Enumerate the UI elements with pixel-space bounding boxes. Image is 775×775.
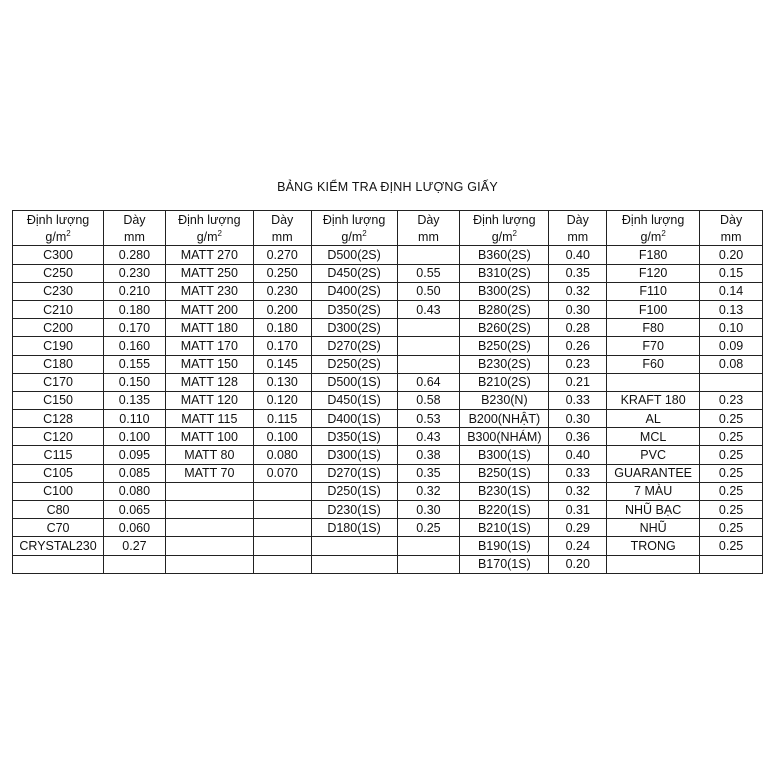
- cell-thickness: 0.33: [549, 391, 607, 409]
- cell-grade: C70: [13, 519, 104, 537]
- cell-thickness: 0.120: [253, 391, 311, 409]
- cell-thickness: 0.170: [253, 337, 311, 355]
- cell-grade: MATT 200: [165, 300, 253, 318]
- cell-thickness: 0.25: [700, 482, 763, 500]
- cell-grade: C115: [13, 446, 104, 464]
- cell-grade: D400(1S): [311, 410, 397, 428]
- unit-thickness: mm: [397, 228, 460, 246]
- header-thickness: Dày: [700, 211, 763, 229]
- cell-thickness: 0.180: [104, 300, 166, 318]
- cell-thickness: 0.200: [253, 300, 311, 318]
- table-row: [13, 300, 763, 318]
- cell-thickness: 0.100: [253, 428, 311, 446]
- cell-grade: D500(2S): [311, 246, 397, 264]
- cell-thickness: 0.43: [397, 428, 460, 446]
- cell-thickness: 0.21: [549, 373, 607, 391]
- cell-grade: CRYSTAL230: [13, 537, 104, 555]
- cell-thickness: [253, 555, 311, 573]
- header-weight: Định lượng: [311, 211, 397, 229]
- unit-weight: [165, 228, 253, 246]
- cell-grade: C105: [13, 464, 104, 482]
- cell-thickness: 0.130: [253, 373, 311, 391]
- cell-thickness: 0.13: [700, 300, 763, 318]
- cell-grade: C150: [13, 391, 104, 409]
- cell-grade: C120: [13, 428, 104, 446]
- cell-thickness: 0.25: [700, 519, 763, 537]
- table-row: [13, 264, 763, 282]
- table-row: [13, 428, 763, 446]
- cell-grade: PVC: [607, 446, 700, 464]
- header-weight: Định lượng: [13, 211, 104, 229]
- cell-thickness: 0.25: [700, 428, 763, 446]
- cell-thickness: 0.210: [104, 282, 166, 300]
- header-weight: Định lượng: [165, 211, 253, 229]
- cell-grade: D270(1S): [311, 464, 397, 482]
- unit-weight-sup: 2: [66, 228, 71, 238]
- cell-thickness: [104, 555, 166, 573]
- cell-grade: NHŨ: [607, 519, 700, 537]
- table-title: BẢNG KIỂM TRA ĐỊNH LƯỢNG GIẤY: [277, 180, 498, 194]
- unit-weight-text: g/m: [640, 229, 662, 244]
- cell-grade: D500(1S): [311, 373, 397, 391]
- cell-grade: B220(1S): [460, 501, 549, 519]
- cell-thickness: 0.14: [700, 282, 763, 300]
- cell-thickness: 0.30: [549, 410, 607, 428]
- cell-grade: MATT 180: [165, 319, 253, 337]
- table-row: [13, 246, 763, 264]
- cell-thickness: 0.160: [104, 337, 166, 355]
- cell-thickness: 0.30: [549, 300, 607, 318]
- cell-grade: B170(1S): [460, 555, 549, 573]
- cell-thickness: 0.40: [549, 446, 607, 464]
- cell-thickness: [397, 246, 460, 264]
- cell-thickness: 0.080: [104, 482, 166, 500]
- cell-thickness: [397, 355, 460, 373]
- cell-thickness: 0.280: [104, 246, 166, 264]
- cell-grade: MATT 100: [165, 428, 253, 446]
- cell-grade: F110: [607, 282, 700, 300]
- cell-grade: B360(2S): [460, 246, 549, 264]
- cell-grade: C250: [13, 264, 104, 282]
- cell-thickness: 0.25: [700, 410, 763, 428]
- cell-thickness: 0.27: [104, 537, 166, 555]
- cell-thickness: 0.15: [700, 264, 763, 282]
- cell-thickness: [397, 319, 460, 337]
- cell-grade: C300: [13, 246, 104, 264]
- cell-thickness: 0.080: [253, 446, 311, 464]
- unit-weight-sup: 2: [661, 228, 666, 238]
- cell-grade: [311, 537, 397, 555]
- cell-grade: C190: [13, 337, 104, 355]
- cell-grade: D250(2S): [311, 355, 397, 373]
- cell-grade: TRONG: [607, 537, 700, 555]
- cell-grade: MATT 115: [165, 410, 253, 428]
- cell-grade: D450(1S): [311, 391, 397, 409]
- unit-weight-sup: 2: [217, 228, 222, 238]
- unit-thickness: mm: [104, 228, 166, 246]
- cell-thickness: 0.20: [700, 246, 763, 264]
- cell-grade: D450(2S): [311, 264, 397, 282]
- cell-thickness: 0.155: [104, 355, 166, 373]
- table-row: [13, 355, 763, 373]
- cell-grade: [607, 373, 700, 391]
- cell-grade: D300(2S): [311, 319, 397, 337]
- cell-thickness: 0.24: [549, 537, 607, 555]
- cell-grade: F100: [607, 300, 700, 318]
- header-thickness: Dày: [549, 211, 607, 229]
- cell-thickness: 0.53: [397, 410, 460, 428]
- cell-thickness: 0.115: [253, 410, 311, 428]
- cell-thickness: 0.270: [253, 246, 311, 264]
- cell-grade: C210: [13, 300, 104, 318]
- cell-grade: B260(2S): [460, 319, 549, 337]
- cell-grade: C128: [13, 410, 104, 428]
- cell-grade: B250(2S): [460, 337, 549, 355]
- table-body: [13, 211, 763, 574]
- table-row: [13, 282, 763, 300]
- cell-grade: D270(2S): [311, 337, 397, 355]
- paper-weight-table: [12, 210, 763, 574]
- cell-grade: D350(2S): [311, 300, 397, 318]
- cell-thickness: 0.35: [397, 464, 460, 482]
- cell-grade: B230(N): [460, 391, 549, 409]
- cell-thickness: 0.23: [700, 391, 763, 409]
- unit-weight-sup: 2: [512, 228, 517, 238]
- unit-weight-text: g/m: [45, 229, 67, 244]
- table-row: [13, 319, 763, 337]
- cell-thickness: [700, 555, 763, 573]
- cell-thickness: 0.23: [549, 355, 607, 373]
- cell-thickness: 0.230: [104, 264, 166, 282]
- cell-thickness: 0.135: [104, 391, 166, 409]
- cell-grade: F120: [607, 264, 700, 282]
- cell-grade: B300(1S): [460, 446, 549, 464]
- table-row: [13, 501, 763, 519]
- cell-grade: MATT 170: [165, 337, 253, 355]
- table-row: [13, 519, 763, 537]
- cell-thickness: 0.43: [397, 300, 460, 318]
- cell-thickness: 0.40: [549, 246, 607, 264]
- header-row: [13, 211, 763, 229]
- cell-thickness: 0.32: [549, 482, 607, 500]
- cell-grade: C100: [13, 482, 104, 500]
- cell-thickness: 0.10: [700, 319, 763, 337]
- table-row: [13, 373, 763, 391]
- table-row: [13, 391, 763, 409]
- cell-thickness: 0.25: [700, 537, 763, 555]
- cell-grade: D250(1S): [311, 482, 397, 500]
- unit-weight: [311, 228, 397, 246]
- unit-weight: [607, 228, 700, 246]
- cell-grade: F180: [607, 246, 700, 264]
- table-row: [13, 337, 763, 355]
- cell-thickness: 0.095: [104, 446, 166, 464]
- cell-grade: B210(2S): [460, 373, 549, 391]
- cell-thickness: 0.29: [549, 519, 607, 537]
- cell-thickness: 0.110: [104, 410, 166, 428]
- cell-thickness: 0.09: [700, 337, 763, 355]
- cell-grade: [165, 482, 253, 500]
- cell-grade: MATT 120: [165, 391, 253, 409]
- unit-weight: [13, 228, 104, 246]
- cell-grade: MATT 250: [165, 264, 253, 282]
- cell-thickness: 0.28: [549, 319, 607, 337]
- header-thickness: Dày: [397, 211, 460, 229]
- cell-grade: C180: [13, 355, 104, 373]
- cell-grade: AL: [607, 410, 700, 428]
- cell-grade: C200: [13, 319, 104, 337]
- cell-grade: MATT 150: [165, 355, 253, 373]
- cell-thickness: 0.25: [700, 446, 763, 464]
- cell-thickness: 0.50: [397, 282, 460, 300]
- cell-grade: B230(2S): [460, 355, 549, 373]
- cell-grade: D180(1S): [311, 519, 397, 537]
- cell-grade: MATT 128: [165, 373, 253, 391]
- cell-thickness: 0.065: [104, 501, 166, 519]
- cell-thickness: [397, 337, 460, 355]
- cell-grade: [13, 555, 104, 573]
- cell-grade: MATT 270: [165, 246, 253, 264]
- cell-thickness: 0.20: [549, 555, 607, 573]
- table-row: [13, 482, 763, 500]
- cell-grade: NHŨ BẠC: [607, 501, 700, 519]
- cell-thickness: 0.55: [397, 264, 460, 282]
- cell-thickness: 0.58: [397, 391, 460, 409]
- cell-thickness: 0.060: [104, 519, 166, 537]
- unit-thickness: mm: [700, 228, 763, 246]
- cell-thickness: [397, 555, 460, 573]
- unit-weight-text: g/m: [341, 229, 363, 244]
- cell-grade: B300(2S): [460, 282, 549, 300]
- header-weight: Định lượng: [460, 211, 549, 229]
- table-row: [13, 446, 763, 464]
- cell-thickness: 0.38: [397, 446, 460, 464]
- cell-grade: [165, 519, 253, 537]
- table-row: [13, 410, 763, 428]
- cell-grade: MATT 70: [165, 464, 253, 482]
- cell-grade: MCL: [607, 428, 700, 446]
- cell-thickness: 0.100: [104, 428, 166, 446]
- table-row: [13, 537, 763, 555]
- cell-thickness: 0.36: [549, 428, 607, 446]
- cell-grade: [165, 555, 253, 573]
- cell-thickness: 0.25: [700, 464, 763, 482]
- cell-thickness: [700, 373, 763, 391]
- cell-grade: B230(1S): [460, 482, 549, 500]
- cell-thickness: 0.35: [549, 264, 607, 282]
- cell-thickness: 0.180: [253, 319, 311, 337]
- cell-grade: [311, 555, 397, 573]
- header-thickness: Dày: [104, 211, 166, 229]
- cell-thickness: 0.08: [700, 355, 763, 373]
- unit-thickness: mm: [549, 228, 607, 246]
- header-thickness: Dày: [253, 211, 311, 229]
- unit-weight-sup: 2: [362, 228, 367, 238]
- cell-grade: C230: [13, 282, 104, 300]
- cell-grade: F60: [607, 355, 700, 373]
- cell-grade: MATT 230: [165, 282, 253, 300]
- cell-grade: D350(1S): [311, 428, 397, 446]
- cell-thickness: 0.33: [549, 464, 607, 482]
- cell-thickness: [397, 537, 460, 555]
- cell-thickness: 0.085: [104, 464, 166, 482]
- cell-grade: C80: [13, 501, 104, 519]
- cell-grade: B280(2S): [460, 300, 549, 318]
- cell-thickness: [253, 482, 311, 500]
- cell-grade: D230(1S): [311, 501, 397, 519]
- cell-grade: MATT 80: [165, 446, 253, 464]
- header-weight: Định lượng: [607, 211, 700, 229]
- unit-weight: [460, 228, 549, 246]
- cell-grade: F70: [607, 337, 700, 355]
- cell-grade: GUARANTEE: [607, 464, 700, 482]
- cell-thickness: 0.230: [253, 282, 311, 300]
- cell-grade: C170: [13, 373, 104, 391]
- unit-thickness: mm: [253, 228, 311, 246]
- cell-grade: F80: [607, 319, 700, 337]
- unit-row: [13, 228, 763, 246]
- cell-grade: B210(1S): [460, 519, 549, 537]
- cell-grade: B300(NHÁM): [460, 428, 549, 446]
- cell-grade: D300(1S): [311, 446, 397, 464]
- cell-thickness: 0.070: [253, 464, 311, 482]
- cell-thickness: 0.25: [397, 519, 460, 537]
- cell-thickness: 0.145: [253, 355, 311, 373]
- cell-thickness: 0.170: [104, 319, 166, 337]
- cell-thickness: [253, 537, 311, 555]
- cell-thickness: 0.32: [397, 482, 460, 500]
- unit-weight-text: g/m: [491, 229, 513, 244]
- cell-thickness: 0.26: [549, 337, 607, 355]
- cell-grade: 7 MÀU: [607, 482, 700, 500]
- cell-thickness: 0.250: [253, 264, 311, 282]
- table-row: [13, 464, 763, 482]
- cell-thickness: [253, 501, 311, 519]
- cell-grade: [165, 537, 253, 555]
- unit-weight-text: g/m: [196, 229, 218, 244]
- cell-grade: B190(1S): [460, 537, 549, 555]
- cell-grade: B310(2S): [460, 264, 549, 282]
- cell-thickness: 0.30: [397, 501, 460, 519]
- cell-grade: [165, 501, 253, 519]
- cell-thickness: 0.32: [549, 282, 607, 300]
- cell-grade: [607, 555, 700, 573]
- cell-thickness: 0.31: [549, 501, 607, 519]
- cell-thickness: [253, 519, 311, 537]
- cell-grade: KRAFT 180: [607, 391, 700, 409]
- table-row: [13, 555, 763, 573]
- cell-thickness: 0.25: [700, 501, 763, 519]
- cell-grade: B200(NHẬT): [460, 410, 549, 428]
- cell-thickness: 0.64: [397, 373, 460, 391]
- cell-thickness: 0.150: [104, 373, 166, 391]
- cell-grade: B250(1S): [460, 464, 549, 482]
- cell-grade: D400(2S): [311, 282, 397, 300]
